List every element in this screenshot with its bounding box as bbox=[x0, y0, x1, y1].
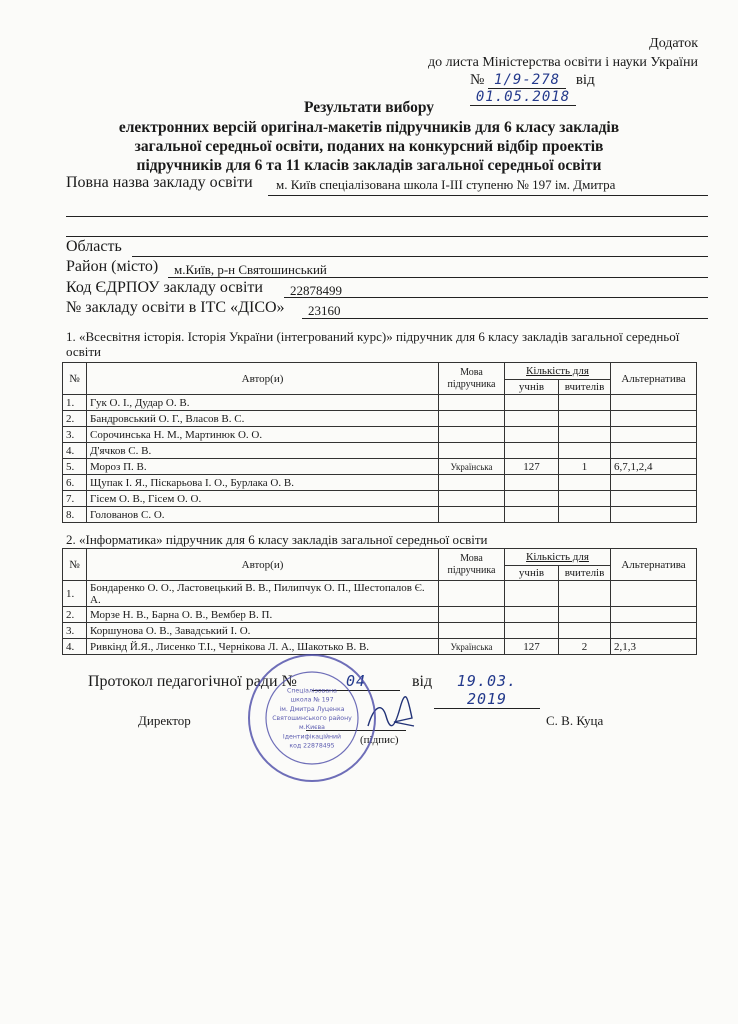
to-letter-label: до листа Міністерства освіти і науки України bbox=[428, 55, 698, 70]
row-author: Мороз П. В. bbox=[87, 459, 439, 475]
row-author: Коршунова О. В., Завадський І. О. bbox=[87, 623, 439, 639]
title-line-3: загальної середньої освіти, поданих на конкурсний відбір проектів bbox=[134, 138, 604, 155]
section1-title: 1. «Всесвітня історія. Історія України (інтегрований курс)» підручник для 6 класу закладів загальної середньої освіти bbox=[66, 329, 680, 359]
row-students bbox=[505, 395, 559, 411]
row-author: Голованов С. О. bbox=[87, 507, 439, 523]
title-line-2: електронних версій оригінал-макетів підручників для 6 класу закладів bbox=[118, 119, 620, 136]
row-alternative bbox=[611, 411, 697, 427]
district-line bbox=[168, 277, 708, 278]
row-number: 1. bbox=[63, 395, 87, 411]
district-value: м.Київ, р-н Святошинський bbox=[174, 262, 327, 277]
region-label: Область bbox=[66, 238, 122, 255]
row-students bbox=[505, 507, 559, 523]
table-row bbox=[63, 411, 697, 427]
table-row bbox=[63, 581, 697, 607]
stamp-line: школа № 197 bbox=[290, 696, 334, 704]
district-label: Район (місто) bbox=[66, 258, 159, 275]
stamp-line: код 22878495 bbox=[289, 742, 335, 750]
letter-date: 01.05.2018 bbox=[470, 89, 576, 106]
row-language bbox=[439, 427, 505, 443]
row-language bbox=[439, 623, 505, 639]
row-language bbox=[439, 607, 505, 623]
school-line-3 bbox=[66, 236, 708, 237]
director-name: С. В. Куца bbox=[546, 713, 604, 728]
row-alternative bbox=[611, 507, 697, 523]
th-num: № bbox=[63, 549, 87, 581]
table-row bbox=[63, 427, 697, 443]
row-alternative bbox=[611, 607, 697, 623]
table-row bbox=[63, 491, 697, 507]
row-teachers: 1 bbox=[559, 459, 611, 475]
th-author: Автор(и) bbox=[87, 549, 439, 581]
row-students bbox=[505, 581, 559, 607]
stamp-line: Святошинського району bbox=[272, 715, 352, 722]
stamp-line: ім. Дмитра Луценка bbox=[279, 705, 345, 713]
row-number: 4. bbox=[63, 443, 87, 459]
row-number: 1. bbox=[63, 581, 87, 607]
row-teachers bbox=[559, 581, 611, 607]
row-number: 2. bbox=[63, 607, 87, 623]
row-number: 7. bbox=[63, 491, 87, 507]
row-alternative: 2,1,3 bbox=[611, 639, 697, 655]
appendix-label: Додаток bbox=[649, 36, 698, 51]
row-teachers bbox=[559, 411, 611, 427]
row-language bbox=[439, 443, 505, 459]
row-students: 127 bbox=[505, 639, 559, 655]
th-students: учнів bbox=[505, 380, 559, 395]
row-alternative bbox=[611, 475, 697, 491]
row-author: Бандровський О. Г., Власов В. С. bbox=[87, 411, 439, 427]
row-number: 2. bbox=[63, 411, 87, 427]
official-stamp bbox=[246, 652, 378, 784]
row-author: Гук О. І., Дудар О. В. bbox=[87, 395, 439, 411]
row-language bbox=[439, 491, 505, 507]
row-author: Морзе Н. В., Барна О. В., Вембер В. П. bbox=[87, 607, 439, 623]
row-number: 3. bbox=[63, 623, 87, 639]
row-language: Українська bbox=[439, 459, 505, 475]
edrpou-line bbox=[284, 297, 708, 298]
row-author: Сорочинська Н. М., Мартинюк О. О. bbox=[87, 427, 439, 443]
row-alternative bbox=[611, 491, 697, 507]
table-row bbox=[63, 395, 697, 411]
row-teachers bbox=[559, 607, 611, 623]
row-teachers bbox=[559, 395, 611, 411]
school-line-2 bbox=[66, 216, 708, 217]
region-line bbox=[132, 256, 708, 257]
row-teachers bbox=[559, 475, 611, 491]
row-teachers bbox=[559, 427, 611, 443]
title-line-4: підручників для 6 та 11 класів закладів загальної середньої освіти bbox=[136, 157, 602, 174]
row-language bbox=[439, 475, 505, 491]
director-label: Директор bbox=[138, 713, 191, 728]
th-teachers: вчителів bbox=[559, 566, 611, 581]
row-language bbox=[439, 507, 505, 523]
row-language bbox=[439, 411, 505, 427]
row-alternative bbox=[611, 581, 697, 607]
row-author: Д'ячков С. В. bbox=[87, 443, 439, 459]
row-students bbox=[505, 623, 559, 639]
row-students bbox=[505, 607, 559, 623]
row-students bbox=[505, 491, 559, 507]
title-line-1: Результати вибору bbox=[303, 99, 435, 116]
th-lang: Мова підручника bbox=[439, 549, 505, 581]
row-alternative bbox=[611, 395, 697, 411]
edrpou-value: 22878499 bbox=[290, 283, 342, 298]
letter-no-label: № bbox=[470, 72, 485, 88]
protocol-date: 19.03. 2019 bbox=[434, 672, 540, 709]
row-author: Щупак І. Я., Піскарьова І. О., Бурлака О. В. bbox=[87, 475, 439, 491]
row-students: 127 bbox=[505, 459, 559, 475]
school-label: Повна назва закладу освіти bbox=[66, 174, 253, 191]
row-students bbox=[505, 427, 559, 443]
th-alt: Альтернатива bbox=[611, 363, 697, 395]
row-author: Бондаренко О. О., Ластовецький В. В., Пилипчук О. П., Шестопалов Є. А. bbox=[87, 581, 439, 607]
row-teachers bbox=[559, 507, 611, 523]
itc-value: 23160 bbox=[308, 303, 341, 318]
itc-label: № закладу освіти в ІТС «ДІСО» bbox=[66, 299, 285, 316]
protocol-date-label: від bbox=[412, 673, 433, 690]
row-language: Українська bbox=[439, 639, 505, 655]
table-informatics bbox=[62, 548, 697, 655]
row-teachers bbox=[559, 623, 611, 639]
table-row bbox=[63, 459, 697, 475]
row-language bbox=[439, 395, 505, 411]
letter-number: 1/9-278 bbox=[488, 72, 566, 89]
stamp-line: Ідентифікаційний bbox=[282, 733, 342, 741]
th-students: учнів bbox=[505, 566, 559, 581]
row-alternative bbox=[611, 443, 697, 459]
stamp-line: Спеціалізована bbox=[287, 687, 337, 695]
table-history bbox=[62, 362, 697, 523]
row-author: Ривкінд Й.Я., Лисенко Т.І., Чернікова Л. А., Шакотько В. В. bbox=[87, 639, 439, 655]
row-number: 8. bbox=[63, 507, 87, 523]
signature-hint: (підпис) bbox=[360, 734, 399, 746]
school-value: м. Київ спеціалізована школа І-ІІІ ступеню № 197 ім. Дмитра bbox=[276, 177, 616, 192]
table-row bbox=[63, 639, 697, 655]
row-alternative bbox=[611, 623, 697, 639]
school-line-1 bbox=[268, 195, 708, 196]
row-students bbox=[505, 443, 559, 459]
table-row bbox=[63, 443, 697, 459]
edrpou-label: Код ЄДРПОУ закладу освіти bbox=[66, 279, 263, 296]
th-teachers: вчителів bbox=[559, 380, 611, 395]
row-teachers: 2 bbox=[559, 639, 611, 655]
table-row bbox=[63, 507, 697, 523]
protocol-number: 04 bbox=[312, 672, 400, 691]
row-alternative bbox=[611, 427, 697, 443]
letter-date-label: від bbox=[575, 72, 595, 88]
row-language bbox=[439, 581, 505, 607]
th-count-for: Кількість для bbox=[505, 549, 611, 566]
table-row bbox=[63, 475, 697, 491]
row-number: 6. bbox=[63, 475, 87, 491]
row-number: 3. bbox=[63, 427, 87, 443]
row-number: 5. bbox=[63, 459, 87, 475]
row-author: Гісем О. В., Гісем О. О. bbox=[87, 491, 439, 507]
th-lang: Мова підручника bbox=[439, 363, 505, 395]
row-students bbox=[505, 411, 559, 427]
table-row bbox=[63, 623, 697, 639]
section2-title: 2. «Інформатика» підручник для 6 класу закладів загальної середньої освіти bbox=[66, 532, 488, 547]
row-students bbox=[505, 475, 559, 491]
row-alternative: 6,7,1,2,4 bbox=[611, 459, 697, 475]
row-number: 4. bbox=[63, 639, 87, 655]
stamp-line: м.Києва bbox=[299, 724, 325, 732]
th-num: № bbox=[63, 363, 87, 395]
protocol-label: Протокол педагогічної ради № bbox=[88, 673, 297, 690]
table-row bbox=[63, 607, 697, 623]
row-teachers bbox=[559, 443, 611, 459]
row-teachers bbox=[559, 491, 611, 507]
th-alt: Альтернатива bbox=[611, 549, 697, 581]
th-count-for: Кількість для bbox=[505, 363, 611, 380]
itc-line bbox=[302, 318, 708, 319]
th-author: Автор(и) bbox=[87, 363, 439, 395]
